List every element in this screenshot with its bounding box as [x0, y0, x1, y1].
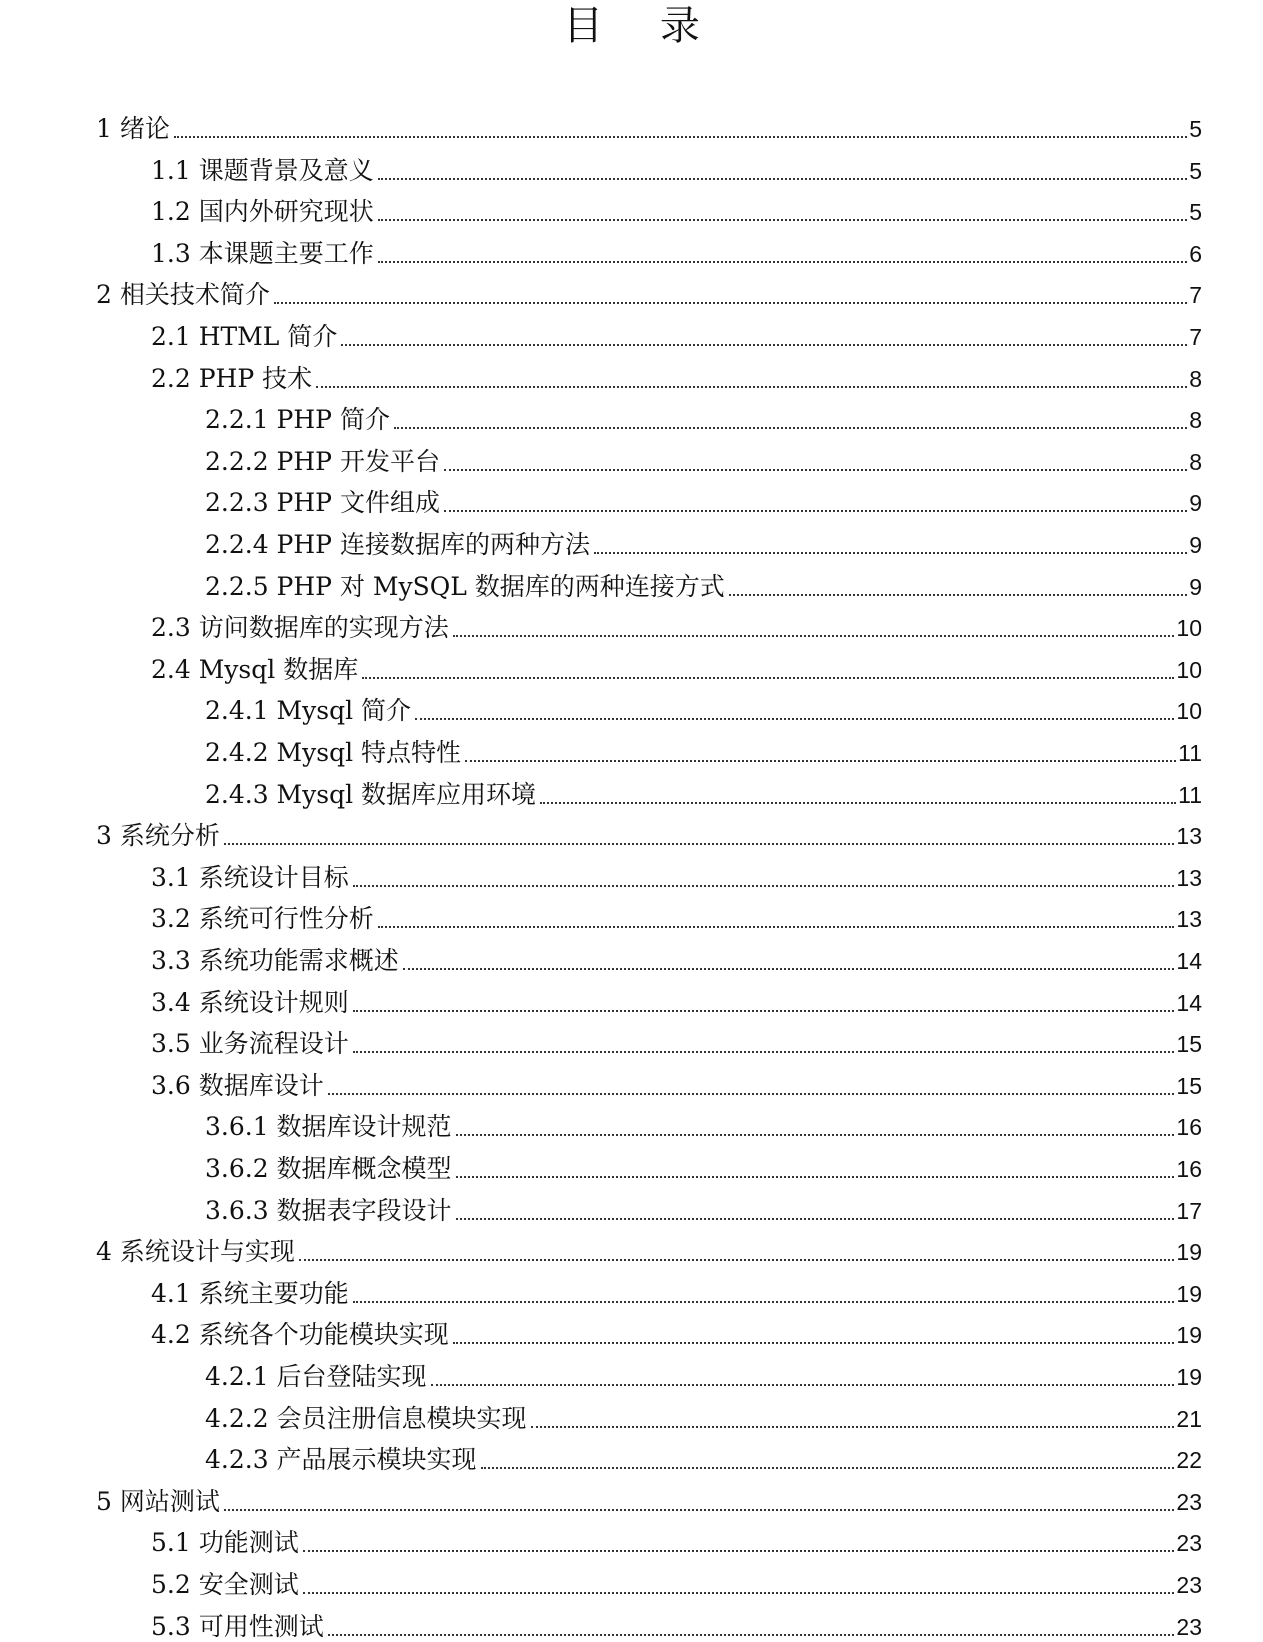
toc-entry-label: 5.3 可用性测试 — [151, 1611, 324, 1641]
toc-entry[interactable] — [205, 1102, 1202, 1142]
toc-entry-label: 2.4.2 Mysql 特点特性 — [205, 738, 462, 767]
dot-leader — [594, 552, 1187, 554]
toc-entry[interactable] — [151, 1269, 1202, 1309]
toc-page-number: 14 — [1176, 948, 1202, 974]
toc-page-number: 5 — [1189, 199, 1202, 226]
toc-entry-label: 1 绪论 — [96, 114, 170, 143]
toc-entry[interactable] — [205, 686, 1202, 726]
dot-leader — [465, 760, 1176, 762]
toc-entry-label: 4.2.3 产品展示模块实现 — [205, 1445, 477, 1475]
dot-leader — [403, 968, 1175, 970]
toc-page-number: 8 — [1189, 407, 1202, 434]
toc-page-number: 8 — [1189, 365, 1202, 392]
dot-leader — [540, 802, 1176, 804]
dot-leader — [481, 1467, 1175, 1469]
toc-entry[interactable] — [151, 1602, 1202, 1642]
toc-entry[interactable] — [151, 1061, 1202, 1101]
toc-entry-label: 3.4 系统设计规则 — [151, 987, 349, 1017]
toc-entry[interactable] — [205, 770, 1202, 810]
dot-leader — [353, 1010, 1175, 1012]
toc-page-number: 9 — [1189, 532, 1202, 558]
toc-entry-label: 3.6.2 数据库概念模型 — [205, 1154, 452, 1183]
dot-leader — [444, 469, 1187, 471]
toc-entry-label: 2 相关技术简介 — [96, 280, 270, 310]
toc-page-number: 6 — [1189, 240, 1202, 267]
toc-entry-label: 2.2.2 PHP 开发平台 — [205, 446, 440, 476]
toc-entry[interactable] — [151, 1310, 1202, 1350]
toc-page-number: 16 — [1176, 1156, 1202, 1182]
toc-page-number: 9 — [1189, 490, 1202, 517]
dot-leader — [729, 594, 1187, 596]
toc-entry-label: 2.2.4 PHP 连接数据库的两种方法 — [205, 530, 590, 559]
toc-entry[interactable] — [151, 1560, 1202, 1600]
toc-page-number: 15 — [1176, 1031, 1202, 1058]
toc-entry-label: 2.4.1 Mysql 简介 — [205, 696, 412, 726]
toc-entry-label: 3.2 系统可行性分析 — [151, 904, 374, 934]
toc-entry-label: 5.1 功能测试 — [151, 1528, 299, 1558]
toc-page-number: 11 — [1178, 740, 1202, 766]
toc-entry[interactable] — [205, 1144, 1202, 1184]
toc-page-number: 17 — [1176, 1197, 1202, 1224]
dot-leader — [299, 1259, 1175, 1261]
toc-entry-label: 2.3 访问数据库的实现方法 — [151, 613, 449, 643]
toc-entry-label: 4 系统设计与实现 — [96, 1237, 295, 1267]
toc-page-number: 9 — [1189, 573, 1202, 600]
dot-leader — [328, 1093, 1175, 1095]
toc-page-number: 13 — [1176, 823, 1202, 850]
toc-page-number: 23 — [1176, 1572, 1202, 1598]
toc-entry[interactable] — [151, 312, 1202, 352]
toc-page-number: 13 — [1176, 906, 1202, 933]
toc-entry-label: 3 系统分析 — [96, 821, 220, 851]
toc-entry[interactable] — [205, 395, 1202, 435]
toc-page-number: 23 — [1176, 1613, 1202, 1640]
toc-page-number: 7 — [1189, 282, 1202, 309]
page-title: 目 录 — [563, 3, 722, 49]
toc-page-number: 8 — [1189, 448, 1202, 475]
toc-page-number: 11 — [1178, 781, 1202, 808]
toc-entry[interactable] — [205, 1394, 1202, 1434]
toc-entry[interactable] — [151, 1518, 1202, 1558]
toc-page-number: 10 — [1176, 615, 1202, 642]
dot-leader — [378, 261, 1187, 263]
toc-page-number: 13 — [1176, 864, 1202, 891]
toc-page-number: 14 — [1176, 989, 1202, 1016]
toc-entry[interactable] — [151, 853, 1202, 893]
toc-page-number: 19 — [1176, 1364, 1202, 1390]
toc-entry[interactable] — [205, 562, 1202, 602]
toc-page-number: 15 — [1176, 1072, 1202, 1099]
toc-entry[interactable] — [151, 645, 1202, 685]
toc-entry[interactable] — [205, 728, 1202, 768]
toc-entry-label: 2.2.5 PHP 对 MySQL 数据库的两种连接方式 — [205, 571, 725, 601]
toc-entry[interactable] — [96, 1477, 1202, 1517]
toc-entry-label: 2.4.3 Mysql 数据库应用环境 — [205, 779, 537, 809]
toc-entry-label: 5 网站测试 — [96, 1486, 220, 1516]
dot-leader — [303, 1592, 1175, 1594]
toc-entry[interactable] — [151, 187, 1202, 227]
toc-entry-label: 1.3 本课题主要工作 — [151, 238, 374, 268]
toc-entry-label: 3.3 系统功能需求概述 — [151, 946, 399, 975]
dot-leader — [303, 1550, 1175, 1552]
dot-leader — [444, 510, 1187, 512]
dot-leader — [224, 1509, 1175, 1511]
toc-page-number: 19 — [1176, 1322, 1202, 1349]
toc-page-number: 19 — [1176, 1239, 1202, 1266]
toc-page-number: 19 — [1176, 1280, 1202, 1307]
toc-page-number: 5 — [1189, 116, 1202, 142]
dot-leader — [431, 1384, 1175, 1386]
dot-leader — [531, 1426, 1175, 1428]
toc-entry[interactable] — [151, 894, 1202, 934]
dot-leader — [378, 926, 1175, 928]
toc-entry[interactable] — [205, 437, 1202, 477]
toc-entry[interactable] — [151, 146, 1202, 186]
toc-entry[interactable] — [205, 520, 1202, 560]
toc-entry-label: 1.1 课题背景及意义 — [151, 155, 374, 185]
toc-page-number: 22 — [1176, 1447, 1202, 1474]
dot-leader — [274, 302, 1187, 304]
dot-leader — [316, 386, 1187, 388]
dot-leader — [453, 1342, 1175, 1344]
toc-entry[interactable] — [151, 229, 1202, 269]
toc-entry-label: 2.2 PHP 技术 — [151, 363, 313, 393]
toc-entry-label: 3.6.3 数据表字段设计 — [205, 1195, 452, 1225]
toc-entry-label: 3.1 系统设计目标 — [151, 862, 349, 892]
toc-entry-label: 3.6 数据库设计 — [151, 1070, 324, 1100]
toc-entry[interactable] — [151, 936, 1202, 976]
toc-entry-label: 4.2 系统各个功能模块实现 — [151, 1320, 449, 1350]
toc-entry-label: 2.1 HTML 简介 — [151, 322, 338, 351]
dot-leader — [378, 219, 1187, 221]
dot-leader — [353, 1301, 1175, 1303]
toc-entry-label: 3.6.1 数据库设计规范 — [205, 1112, 452, 1142]
toc-entry[interactable] — [151, 1019, 1202, 1059]
toc-entry-label: 2.2.1 PHP 简介 — [205, 405, 390, 435]
toc-entry[interactable] — [151, 354, 1202, 394]
dot-leader — [453, 635, 1175, 637]
dot-leader — [456, 1134, 1175, 1136]
toc-page-number: 23 — [1176, 1488, 1202, 1515]
dot-leader — [353, 885, 1175, 887]
toc-page-number: 10 — [1176, 698, 1202, 725]
toc-entry-label: 4.2.2 会员注册信息模块实现 — [205, 1403, 527, 1433]
dot-leader — [174, 136, 1187, 138]
dot-leader — [456, 1218, 1175, 1220]
toc-entry-label: 4.2.1 后台登陆实现 — [205, 1362, 427, 1391]
dot-leader — [394, 427, 1187, 429]
dot-leader — [456, 1176, 1175, 1178]
toc-entry[interactable] — [205, 478, 1202, 518]
toc-entry-label: 3.5 业务流程设计 — [151, 1029, 349, 1059]
toc-entry[interactable] — [96, 1227, 1202, 1267]
dot-leader — [353, 1051, 1175, 1053]
toc-entry[interactable] — [96, 104, 1202, 144]
toc-entry-label: 2.4 Mysql 数据库 — [151, 654, 359, 684]
toc-entry-label: 5.2 安全测试 — [151, 1570, 299, 1599]
toc-entry[interactable] — [96, 811, 1202, 851]
toc-entry[interactable] — [151, 978, 1202, 1018]
dot-leader — [224, 843, 1175, 845]
dot-leader — [341, 344, 1187, 346]
toc-page-number: 23 — [1176, 1530, 1202, 1557]
toc-entry[interactable] — [205, 1352, 1202, 1392]
toc-page-number: 7 — [1189, 324, 1202, 350]
toc-entry[interactable] — [151, 603, 1202, 643]
toc-page-number: 21 — [1176, 1405, 1202, 1432]
dot-leader — [378, 178, 1187, 180]
toc-entry-label: 4.1 系统主要功能 — [151, 1278, 349, 1308]
dot-leader — [415, 718, 1174, 720]
toc-page-number: 16 — [1176, 1114, 1202, 1141]
dot-leader — [362, 677, 1174, 679]
toc-page-number: 5 — [1189, 157, 1202, 184]
toc-entry[interactable] — [205, 1186, 1202, 1226]
toc-entry-label: 2.2.3 PHP 文件组成 — [205, 488, 440, 518]
toc-page-number: 10 — [1176, 656, 1202, 683]
toc-entry[interactable] — [96, 270, 1202, 310]
toc-entry[interactable] — [205, 1435, 1202, 1475]
toc-entry-label: 1.2 国内外研究现状 — [151, 197, 374, 227]
